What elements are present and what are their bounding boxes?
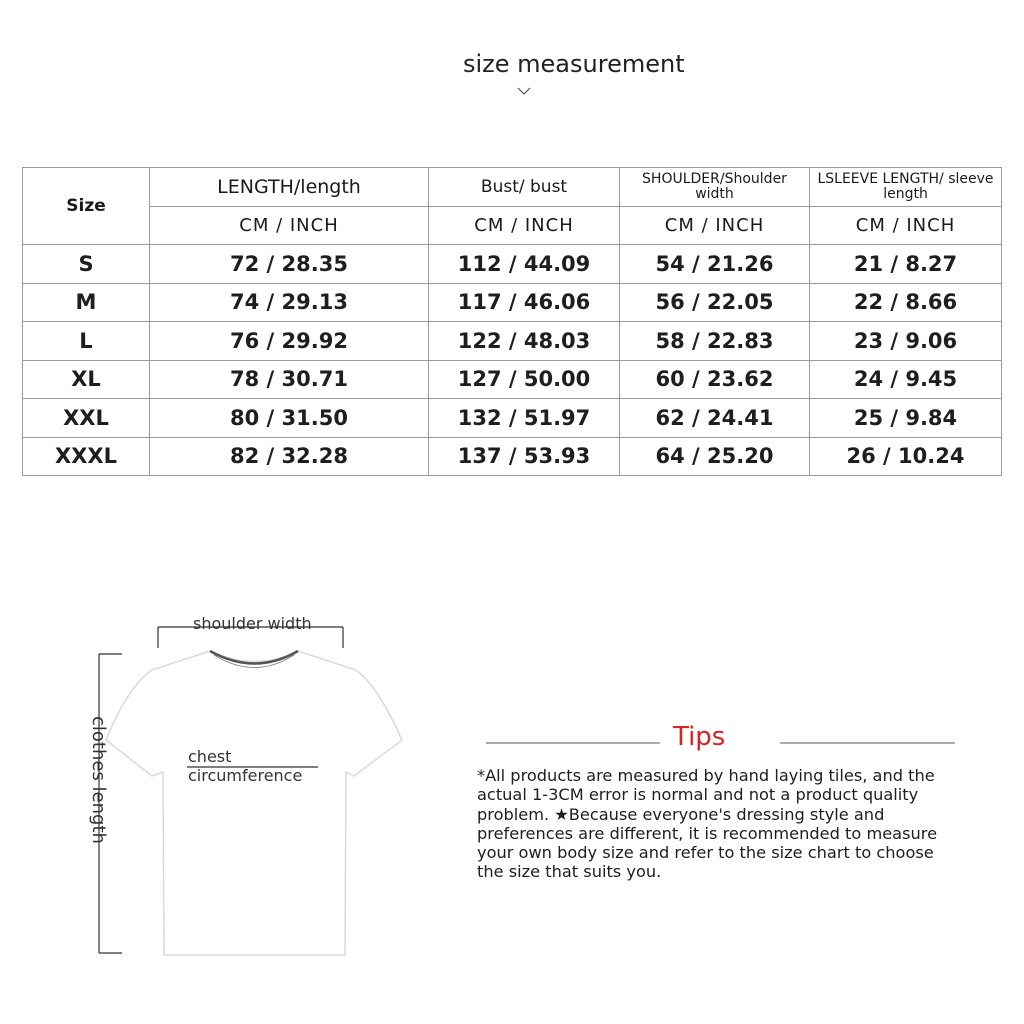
clothes-length-label: clothes length	[88, 716, 109, 844]
length-cell: 74 / 29.13	[150, 283, 429, 322]
tips-line: problem. ★Because everyone's dressing style and	[477, 804, 885, 824]
page-title: size measurement	[463, 50, 685, 78]
shoulder-cell: 54 / 21.26	[620, 245, 810, 284]
tips-line: preferences are different, it is recommended to measure	[477, 823, 938, 843]
shoulder-cell: 56 / 22.05	[620, 283, 810, 322]
tshirt-outline	[106, 651, 402, 955]
length-cell: 72 / 28.35	[150, 245, 429, 284]
length-cell: 78 / 30.71	[150, 360, 429, 399]
unit-label: CM / INCH	[810, 207, 1002, 245]
bust-cell: 137 / 53.93	[429, 437, 620, 476]
sleeve-cell: 21 / 8.27	[810, 245, 1002, 284]
shoulder-cell: 60 / 23.62	[620, 360, 810, 399]
bust-cell: 117 / 46.06	[429, 283, 620, 322]
bust-cell: 112 / 44.09	[429, 245, 620, 284]
tips-line: *All products are measured by hand laying tiles, and the	[477, 766, 935, 785]
size-cell: XXXL	[23, 437, 150, 476]
sleeve-cell: 23 / 9.06	[810, 322, 1002, 361]
shoulder-cell: 58 / 22.83	[620, 322, 810, 361]
sleeve-cell: 25 / 9.84	[810, 399, 1002, 438]
length-header: LENGTH/length	[150, 168, 429, 207]
size-header: Size	[23, 168, 150, 245]
size-cell: S	[23, 245, 150, 284]
shoulder-header-line1: SHOULDER/Shoulder	[642, 171, 787, 187]
sleeve-cell: 22 / 8.66	[810, 283, 1002, 322]
unit-label: CM / INCH	[429, 207, 620, 245]
length-cell: 82 / 32.28	[150, 437, 429, 476]
chest-label-line2: circumference	[188, 766, 303, 785]
sleeve-header-line2: length	[883, 186, 928, 202]
tips-line: actual 1-3CM error is normal and not a product quality	[477, 785, 919, 805]
size-cell: XL	[23, 360, 150, 399]
shoulder-header-line2: width	[695, 186, 734, 202]
tips-body	[477, 766, 997, 882]
unit-label: CM / INCH	[620, 207, 810, 245]
tips-line: the size that suits you.	[477, 862, 662, 882]
bust-header: Bust/ bust	[429, 168, 620, 207]
size-cell: M	[23, 283, 150, 322]
shoulder-width-label: shoulder width	[193, 614, 312, 633]
bust-cell: 127 / 50.00	[429, 360, 620, 399]
length-cell: 76 / 29.92	[150, 322, 429, 361]
unit-label: CM / INCH	[150, 207, 429, 245]
bust-cell: 132 / 51.97	[429, 399, 620, 438]
sleeve-cell: 24 / 9.45	[810, 360, 1002, 399]
size-cell: L	[23, 322, 150, 361]
tips-title: Tips	[673, 722, 726, 752]
tips-line: your own body size and refer to the size chart to choose	[477, 843, 934, 863]
size-cell: XXL	[23, 399, 150, 438]
length-cell: 80 / 31.50	[150, 399, 429, 438]
chest-label-line1: chest	[188, 747, 232, 766]
shoulder-cell: 64 / 25.20	[620, 437, 810, 476]
sleeve-header-line1: LSLEEVE LENGTH/ sleeve	[817, 171, 994, 187]
shoulder-cell: 62 / 24.41	[620, 399, 810, 438]
sleeve-cell: 26 / 10.24	[810, 437, 1002, 476]
bust-cell: 122 / 48.03	[429, 322, 620, 361]
